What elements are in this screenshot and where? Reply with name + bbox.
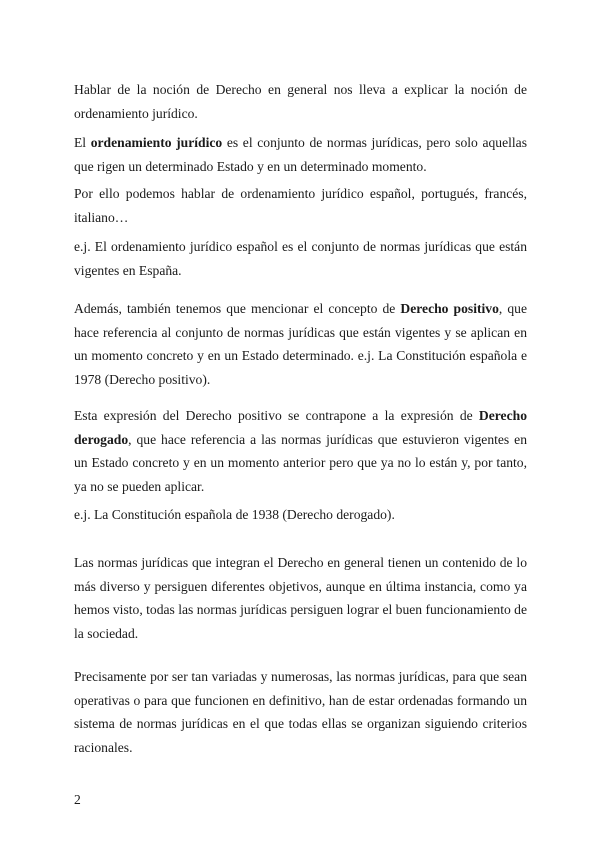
paragraph-text: Por ello podemos hablar de ordenamiento jurídico español, portugués, francés, italiano… [74, 186, 527, 225]
paragraph-examples-countries [74, 182, 527, 229]
bold-term-ordenamiento: ordenamiento jurídico [90, 135, 223, 150]
paragraph-text-before: El [74, 135, 91, 150]
paragraph-normas-diversas [74, 551, 527, 645]
paragraph-example-1938 [74, 503, 527, 527]
paragraph-text: e.j. La Constitución española de 1938 (Derecho derogado). [74, 507, 395, 522]
paragraph-text-after: es el conjunto de normas jurídicas, pero solo aquellas que rigen un determinado Estado y en un determinado momento. [74, 135, 528, 174]
paragraph-text: Hablar de la noción de Derecho en general nos lleva a explicar la noción de ordenamiento jurídico. [74, 82, 527, 121]
paragraph-text-after: , que hace referencia a las normas jurídicas que estuvieron vigentes en un Estado concreto y en un momento anterior pero que ya no lo están y, por tanto, ya no se pueden aplicar. [74, 431, 527, 494]
paragraph-text: Las normas jurídicas que integran el Derecho en general tienen un contenido de lo más diverso y persiguen diferentes objetivos, aunque en última instancia, como ya hemos visto, todas las normas jurídicas persiguen lograr el buen funcionamiento de la sociedad. [74, 555, 528, 641]
paragraph-text-before: Además, también tenemos que mencionar el concepto de [74, 301, 401, 316]
paragraph-ordenamiento-definition [74, 131, 527, 178]
paragraph-example-spain [74, 235, 527, 282]
paragraph-text: Precisamente por ser tan variadas y numerosas, las normas jurídicas, para que sean operativas o para que funcionen en definitivo, han de estar ordenadas formando un sistema de normas jurídicas en el que todas ellas se organizan siguiendo criterios racionales. [74, 669, 527, 755]
paragraph-text: e.j. El ordenamiento jurídico español es el conjunto de normas jurídicas que están vigentes en España. [74, 239, 527, 278]
page-number: 2 [74, 792, 81, 807]
bold-term-derecho-derogado: Derecho derogado [74, 408, 527, 447]
paragraph-text-before: Esta expresión del Derecho positivo se contrapone a la expresión de [74, 408, 479, 423]
paragraph-derecho-derogado [74, 404, 527, 498]
paragraph-sistema-normas [74, 665, 527, 759]
bold-term-derecho-positivo: Derecho positivo [400, 301, 499, 316]
paragraph-derecho-positivo [74, 297, 527, 391]
paragraph-text-after: , que hace referencia al conjunto de normas jurídicas que están vigentes y se aplican en un momento concreto y en un Estado determinado. e.j. La Constitución española e 1978 (Derecho positivo). [74, 301, 527, 387]
paragraph-derecho-intro [74, 78, 527, 125]
